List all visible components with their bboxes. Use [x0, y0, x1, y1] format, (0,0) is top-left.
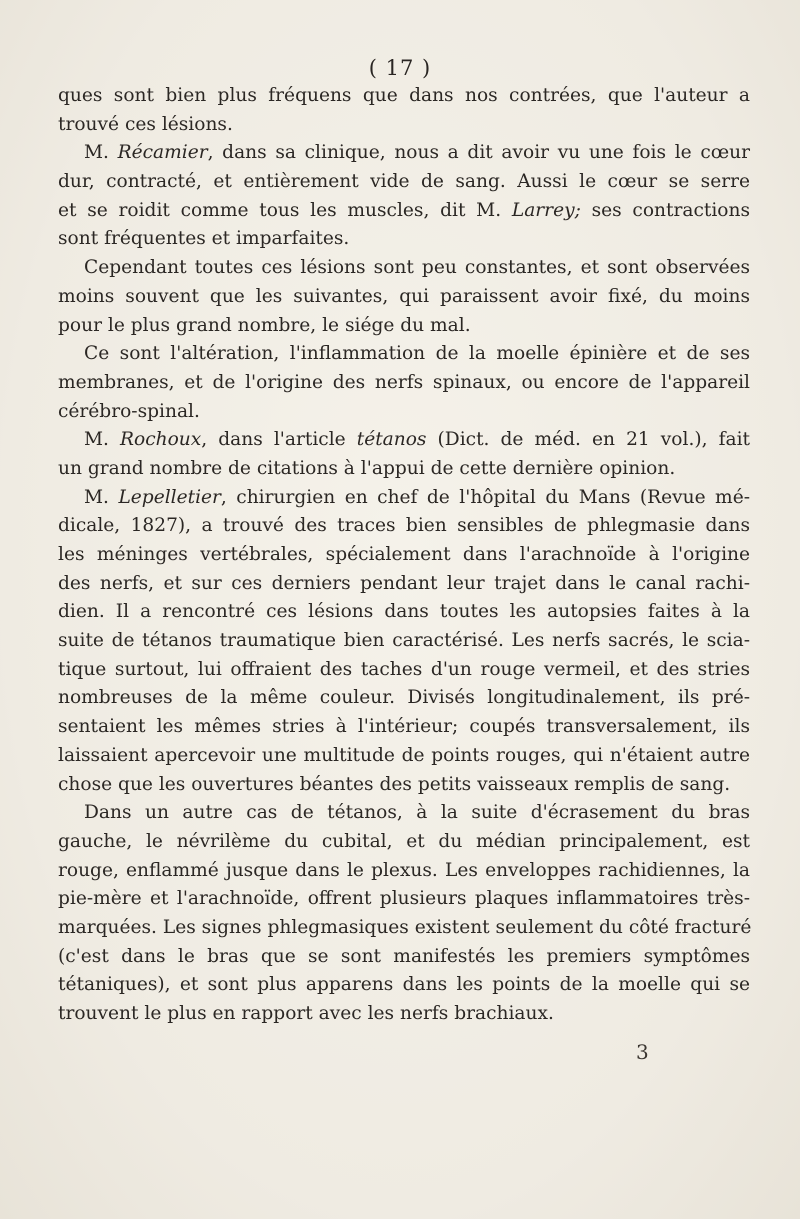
- italic-name: Rochoux: [120, 429, 202, 451]
- text-line: [58, 1000, 750, 1029]
- text-run: et se roidit comme tous les muscles, dit M.: [58, 199, 512, 221]
- text-run: dien. Il a rencontré ces lésions dans toutes les autopsies faites à la: [58, 601, 750, 623]
- text-run: Ce sont l'altération, l'inflammation de la moelle épinière et de ses: [84, 343, 750, 365]
- page-number: ( 17 ): [368, 56, 432, 80]
- text-run: pie-mère et l'arachnoïde, offrent plusieurs plaques inflammatoires très-: [58, 888, 750, 910]
- text-run: rouge, enflammé jusque dans le plexus. Les enveloppes rachidiennes, la: [58, 859, 750, 881]
- text-line: [58, 168, 750, 197]
- text-run: ques sont bien plus fréquens que dans nos contrées, que l'auteur a: [58, 85, 750, 106]
- text-run: ses contractions: [580, 199, 750, 221]
- text-run: dur, contracté, et entièrement vide de sang. Aussi le cœur se serre: [58, 171, 750, 193]
- italic-name: Lepelletier: [118, 486, 221, 508]
- text-run: cérébro-spinal.: [58, 400, 200, 422]
- text-run: , dans sa clinique, nous a dit avoir vu une fois le cœur: [207, 142, 750, 164]
- text-line: [58, 111, 750, 140]
- text-run: M.: [84, 486, 119, 508]
- text-line: [58, 742, 750, 771]
- text-line: [58, 426, 750, 455]
- text-run: sont fréquentes et imparfaites.: [58, 228, 350, 250]
- text-run: moins souvent que les suivantes, qui paraissent avoir fixé, du moins: [58, 285, 750, 307]
- text-run: des nerfs, et sur ces derniers pendant leur trajet dans le canal rachi-: [58, 572, 750, 594]
- text-run: nombreuses de la même couleur. Divisés longitudinalement, ils pré-: [58, 687, 750, 709]
- text-line: [58, 139, 750, 168]
- text-run: , chirurgien en chef de l'hôpital du Mans (Revue mé-: [220, 486, 750, 508]
- text-run: tétaniques), et sont plus apparens dans les points de la moelle qui se: [58, 974, 750, 996]
- text-line: [58, 799, 750, 828]
- italic-name: tétanos: [356, 429, 427, 451]
- text-line: [58, 369, 750, 398]
- text-run: (c'est dans le bras que se sont manifestés les premiers symptômes: [58, 945, 750, 967]
- text-line: [58, 340, 750, 369]
- text-run: M.: [84, 142, 118, 164]
- text-line: [58, 971, 750, 1000]
- text-line: [58, 857, 750, 886]
- text-run: M.: [84, 429, 121, 451]
- text-line: [58, 828, 750, 857]
- text-line: [58, 713, 750, 742]
- text-run: les méninges vertébrales, spécialement dans l'arachnoïde à l'origine: [58, 544, 750, 565]
- text-line: [58, 254, 750, 283]
- text-line: [58, 512, 750, 541]
- text-run: membranes, et de l'origine des nerfs spinaux, ou encore de l'appareil: [58, 371, 750, 393]
- text-line: [58, 771, 750, 800]
- text-run: pour le plus grand nombre, le siége du mal.: [58, 314, 471, 336]
- text-run: gauche, le névrilème du cubital, et du médian principalement, est: [58, 830, 750, 852]
- text-line: [58, 598, 750, 627]
- text-run: sentaient les mêmes stries à l'intérieur; coupés transversalement, ils: [58, 716, 750, 738]
- text-run: , dans l'article: [201, 429, 357, 451]
- text-line: [58, 455, 750, 484]
- text-line: [58, 484, 750, 513]
- text-line: [58, 885, 750, 914]
- text-line: [58, 943, 750, 972]
- body-text: [58, 82, 750, 1029]
- text-line: [58, 570, 750, 599]
- text-line: [58, 82, 750, 111]
- text-run: Dans un autre cas de tétanos, à la suite d'écrasement du bras: [84, 802, 750, 824]
- text-run: (Dict. de méd. en 21 vol.), fait: [426, 429, 750, 451]
- text-line: [58, 197, 750, 226]
- text-line: [58, 914, 750, 943]
- text-run: trouvé ces lésions.: [58, 113, 233, 135]
- italic-name: Récamier: [117, 142, 208, 164]
- text-line: [58, 684, 750, 713]
- text-line: [58, 541, 750, 570]
- text-run: marquées. Les signes phlegmasiques existent seulement du côté fracturé: [58, 916, 752, 938]
- text-run: chose que les ouvertures béantes des petits vaisseaux remplis de sang.: [58, 773, 731, 795]
- text-run: Cependant toutes ces lésions sont peu constantes, et sont observées: [84, 257, 750, 279]
- text-run: un grand nombre de citations à l'appui de cette dernière opinion.: [58, 457, 676, 479]
- text-line: [58, 225, 750, 254]
- text-line: [58, 283, 750, 312]
- italic-name: Larrey;: [511, 199, 581, 221]
- text-run: trouvent le plus en rapport avec les nerfs brachiaux.: [58, 1003, 554, 1024]
- text-run: dicale, 1827), a trouvé des traces bien sensibles de phlegmasie dans: [58, 515, 750, 537]
- text-line: [58, 398, 750, 427]
- text-line: [58, 312, 750, 341]
- text-line: [58, 627, 750, 656]
- text-run: suite de tétanos traumatique bien caractérisé. Les nerfs sacrés, le scia-: [58, 630, 750, 652]
- text-line: [58, 656, 750, 685]
- text-run: tique surtout, lui offraient des taches d'un rouge vermeil, et des stries: [58, 658, 750, 680]
- signature-mark: 3: [636, 1040, 649, 1064]
- text-run: laissaient apercevoir une multitude de points rouges, qui n'étaient autre: [58, 744, 750, 766]
